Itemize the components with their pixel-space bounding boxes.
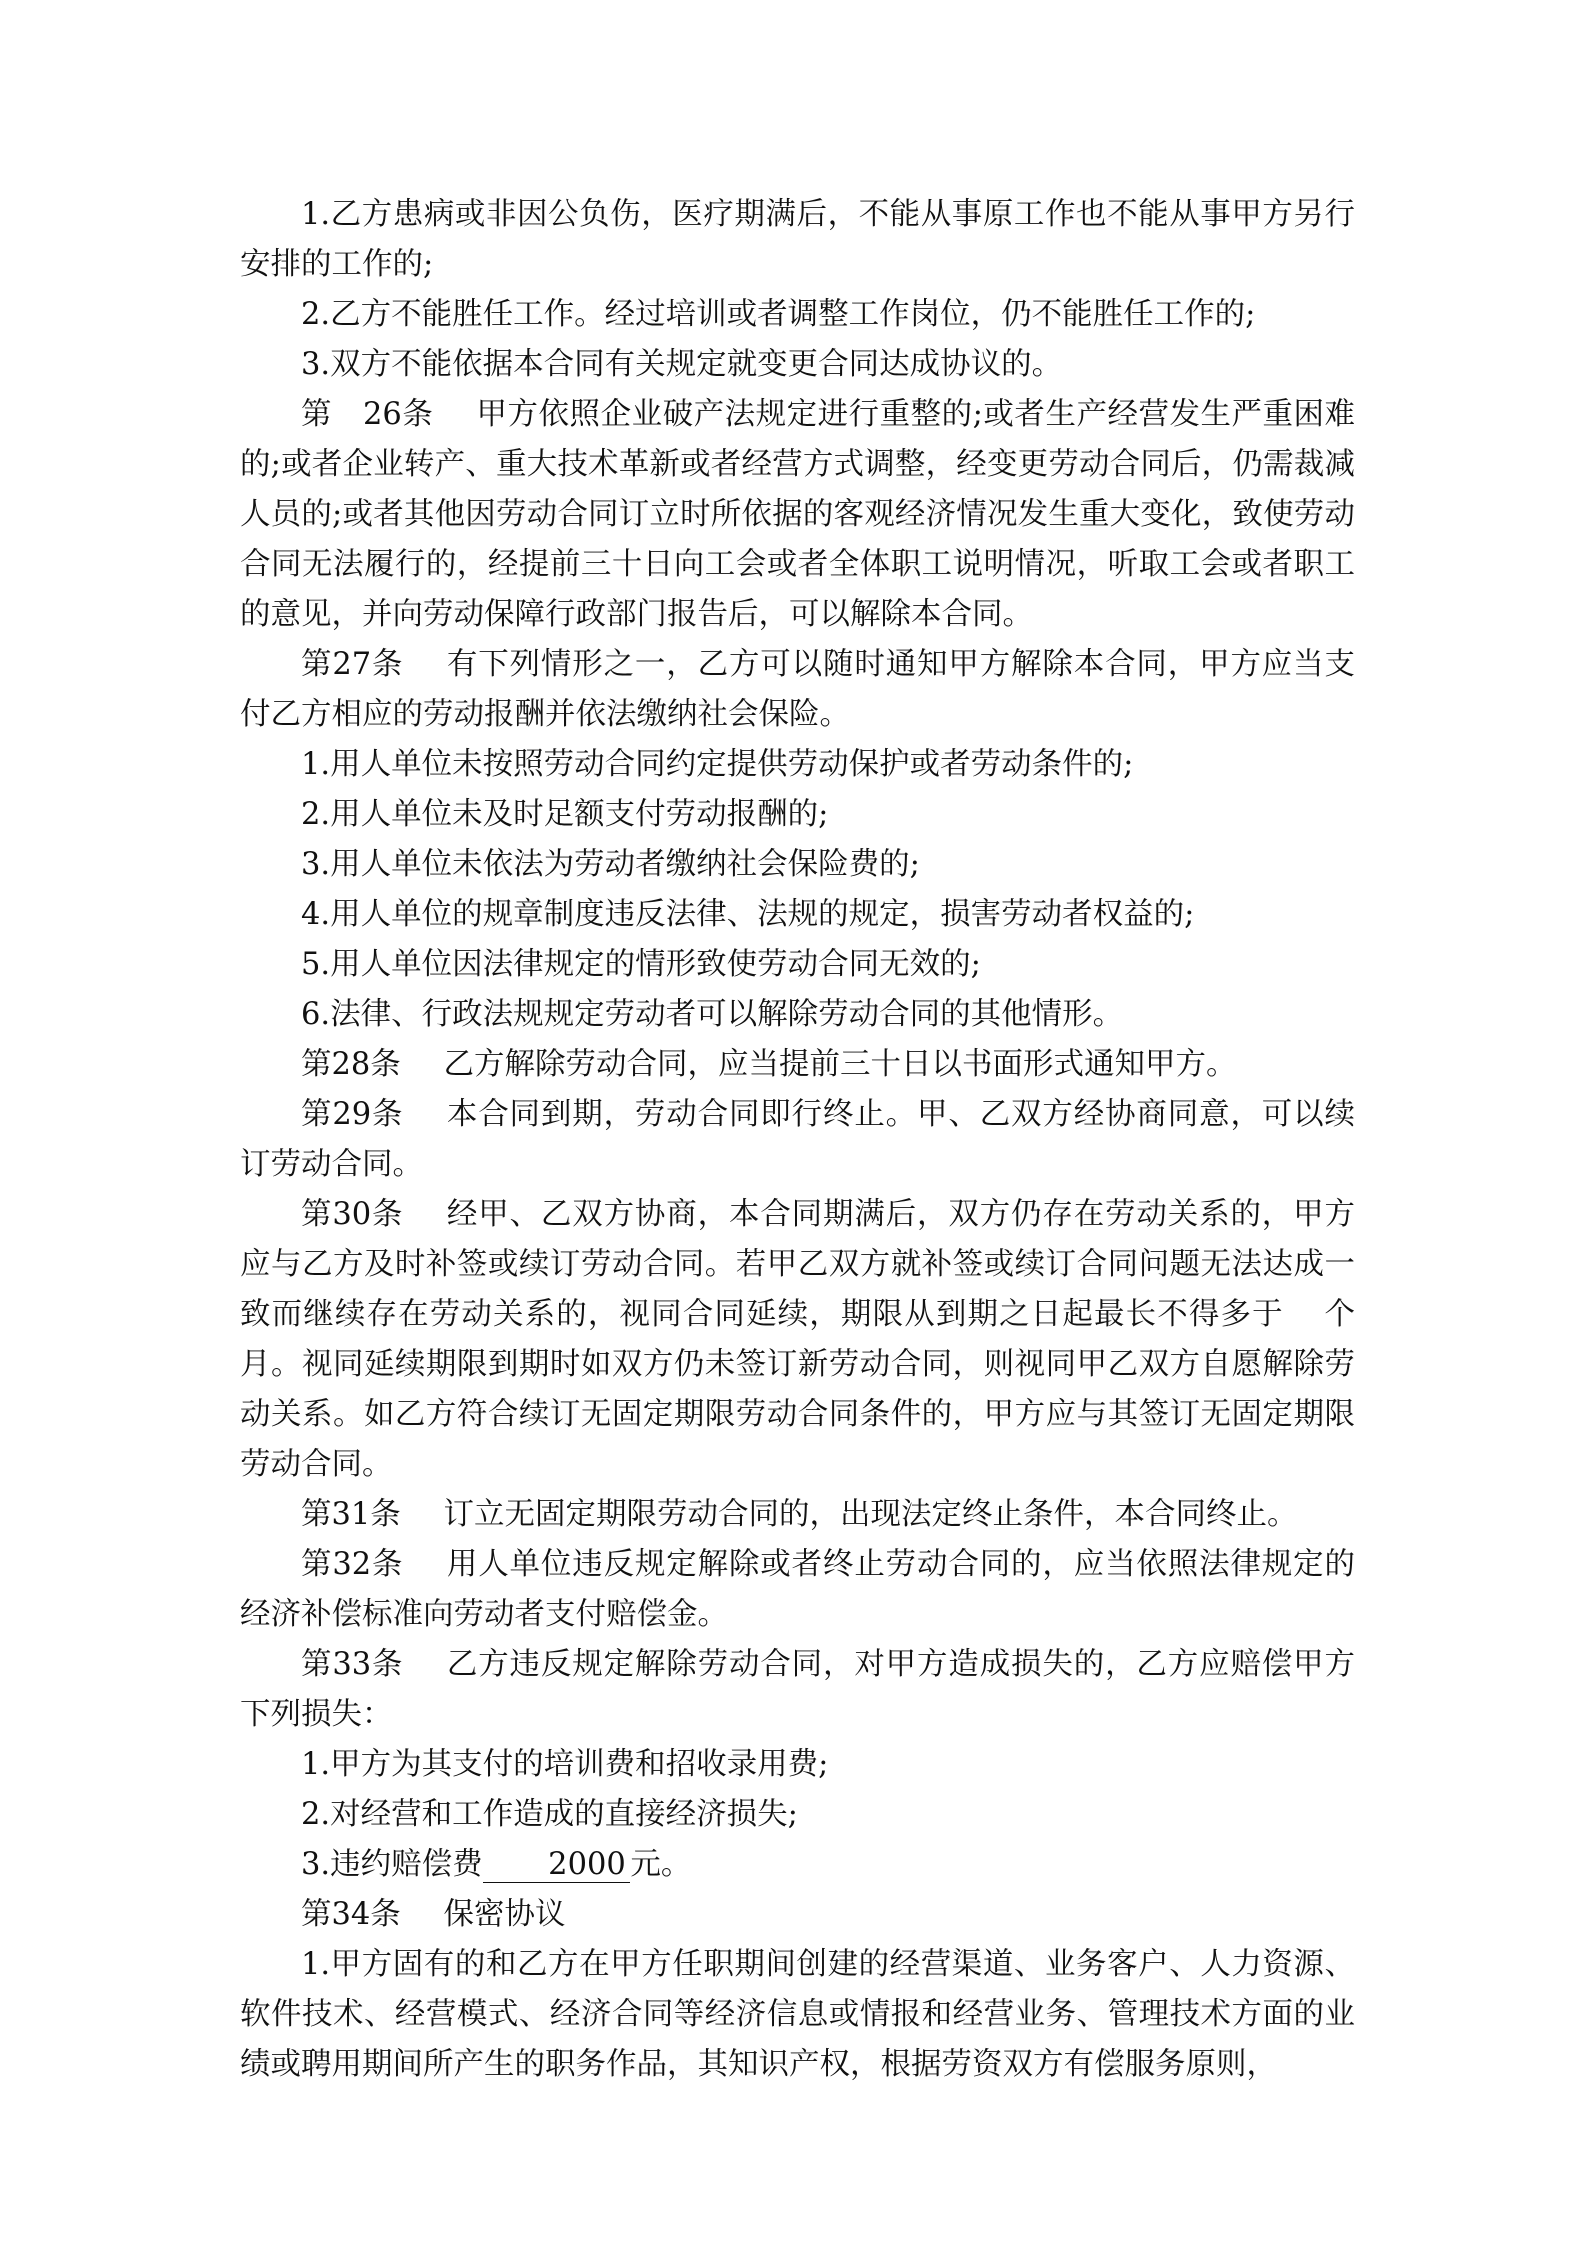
article-text: 有下列情形之一，乙方可以随时通知甲方解除本合同，甲方应当支付乙方相应的劳动报酬并依法缴纳社会保险。 xyxy=(240,647,1355,732)
list-item: 1.用人单位未按照劳动合同约定提供劳动保护或者劳动条件的; xyxy=(301,747,1134,782)
article-label: 第27条 xyxy=(301,647,404,682)
article-text: 经甲、乙双方协商，本合同期满后，双方仍存在劳动关系的，甲方应与乙方及时补签或续订劳动合同。若甲乙双方就补签或续订合同问题无法达成一致而继续存在劳动关系的，视同合同延续，期限从到期之日起最长不得多于 xyxy=(240,1197,1355,1332)
list-item xyxy=(240,1840,1355,1890)
article-text: 订立无固定期限劳动合同的，出现法定终止条件，本合同终止。 xyxy=(443,1497,1298,1532)
list-item: 1.甲方为其支付的培训费和招收录用费; xyxy=(301,1747,829,1782)
list-item: 1.甲方固有的和乙方在甲方任职期间创建的经营渠道、业务客户、人力资源、软件技术、经营模式、经济合同等经济信息或情报和经营业务、管理技术方面的业绩或聘用期间所产生的职务作品，其知识产权，根据劳资双方有偿服务原则， xyxy=(240,1947,1355,2082)
penalty-unit: 元。 xyxy=(630,1847,692,1882)
article-text: 甲方依照企业破产法规定进行重整的;或者生产经营发生严重困难的;或者企业转产、重大技术革新或者经营方式调整，经变更劳动合同后，仍需裁减人员的;或者其他因劳动合同订立时所依据的客观经济情况发生重大变化，致使劳动合同无法履行的，经提前三十日向工会或者全体职工说明情况，听取工会或者职工的意见，并向劳动保障行政部门报告后，可以解除本合同。 xyxy=(240,397,1355,632)
article-label: 第32条 xyxy=(301,1547,404,1582)
article-29 xyxy=(240,1090,1355,1190)
article-label: 第29条 xyxy=(301,1097,404,1132)
article-label: 第33条 xyxy=(301,1647,404,1682)
article-text-continued: 个月。视同延续期限到期时如双方仍未签订新劳动合同，则视同甲乙双方自愿解除劳动关系。如乙方符合续订无固定期限劳动合同条件的，甲方应与其签订无固定期限劳动合同。 xyxy=(240,1297,1356,1482)
clause-item-2: 2.乙方不能胜任工作。经过培训或者调整工作岗位，仍不能胜任工作的; xyxy=(301,297,1256,332)
clause-item-3: 3.双方不能依据本合同有关规定就变更合同达成协议的。 xyxy=(301,347,1063,382)
article-32 xyxy=(240,1540,1355,1640)
penalty-label: 3.违约赔偿费 xyxy=(301,1847,483,1882)
article-text: 用人单位违反规定解除或者终止劳动合同的，应当依照法律规定的经济补偿标准向劳动者支付赔偿金。 xyxy=(240,1547,1355,1632)
article-28 xyxy=(240,1040,1355,1090)
article-33 xyxy=(240,1640,1355,1740)
article-text: 乙方解除劳动合同，应当提前三十日以书面形式通知甲方。 xyxy=(443,1047,1237,1082)
article-label: 第30条 xyxy=(301,1197,404,1232)
article-text: 本合同到期，劳动合同即行终止。甲、乙双方经协商同意，可以续订劳动合同。 xyxy=(240,1097,1355,1182)
list-item: 6.法律、行政法规规定劳动者可以解除劳动合同的其他情形。 xyxy=(301,997,1124,1032)
list-item: 3.用人单位未依法为劳动者缴纳社会保险费的; xyxy=(301,847,920,882)
article-text: 保密协议 xyxy=(443,1897,566,1932)
article-30 xyxy=(240,1190,1355,1490)
article-label: 第34条 xyxy=(301,1897,401,1932)
list-item: 4.用人单位的规章制度违反法律、法规的规定，损害劳动者权益的; xyxy=(301,897,1195,932)
article-text: 乙方违反规定解除劳动合同，对甲方造成损失的，乙方应赔偿甲方下列损失： xyxy=(240,1647,1355,1732)
list-item: 2.对经营和工作造成的直接经济损失; xyxy=(301,1797,798,1832)
list-item: 2.用人单位未及时足额支付劳动报酬的; xyxy=(301,797,829,832)
article-26 xyxy=(240,390,1355,640)
article-27 xyxy=(240,640,1355,740)
list-item: 5.用人单位因法律规定的情形致使劳动合同无效的; xyxy=(301,947,981,982)
article-label: 第 26条 xyxy=(301,397,434,432)
article-label: 第28条 xyxy=(301,1047,401,1082)
article-34 xyxy=(240,1890,1355,1940)
penalty-amount: 2000 xyxy=(483,1848,631,1883)
article-label: 第31条 xyxy=(301,1497,401,1532)
clause-item-1: 1.乙方患病或非因公负伤，医疗期满后，不能从事原工作也不能从事甲方另行安排的工作的; xyxy=(240,197,1355,282)
article-31 xyxy=(240,1490,1355,1540)
document-page xyxy=(240,190,1355,2090)
